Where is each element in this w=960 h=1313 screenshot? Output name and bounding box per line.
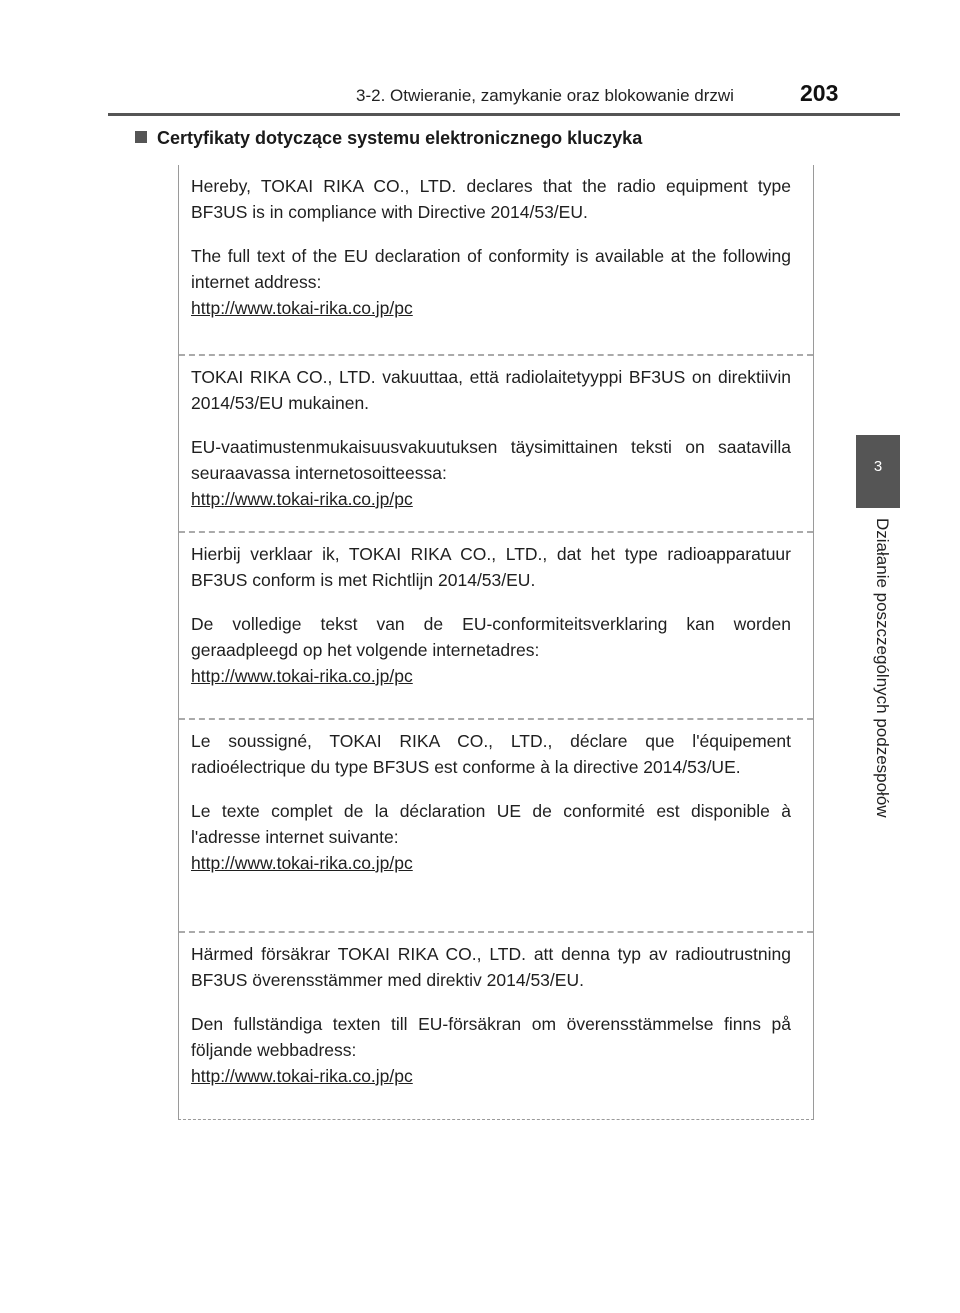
section-title: 3-2. Otwieranie, zamykanie oraz blokowanie drzwi — [356, 86, 734, 105]
certificate-url-link[interactable]: http://www.tokai-rika.co.jp/pc — [191, 1066, 413, 1086]
full-text-note: EU-vaatimustenmukaisuusvakuutuksen täysimittainen teksti on saatavilla seuraavassa internetosoitteessa: — [191, 437, 791, 483]
full-text-note: Den fullständiga texten till EU-försäkran om överensstämmelse finns på följande webbadress: — [191, 1014, 791, 1060]
certificate-url-link[interactable]: http://www.tokai-rika.co.jp/pc — [191, 298, 413, 318]
certificate-nl — [179, 533, 813, 689]
full-text-note: The full text of the EU declaration of conformity is available at the following internet address: — [191, 246, 791, 292]
certificate-sv — [179, 933, 813, 1089]
declaration-text: Le soussigné, TOKAI RIKA CO., LTD., déclare que l'équipement radioélectrique du type BF3US est conforme à la directive 2014/53/UE. — [191, 731, 791, 777]
subheading-text: Certyfikaty dotyczące systemu elektronicznego kluczyka — [157, 128, 643, 148]
certificate-fi — [179, 356, 813, 512]
certificates-box — [178, 165, 814, 1120]
declaration-text: Hereby, TOKAI RIKA CO., LTD. declares that the radio equipment type BF3US is in compliance with Directive 2014/53/EU. — [191, 176, 791, 222]
full-text-note: De volledige tekst van de EU-conformiteitsverklaring kan worden geraadpleegd op het volgende internetadres: — [191, 614, 791, 660]
full-text-note: Le texte complet de la déclaration UE de conformité est disponible à l'adresse internet suivante: — [191, 801, 791, 847]
page-number: 203 — [800, 80, 839, 106]
chapter-number: 3 — [873, 458, 883, 475]
chapter-title: Działanie poszczególnych podzespołów — [873, 518, 892, 818]
chapter-tab — [856, 435, 900, 508]
declaration-text: TOKAI RIKA CO., LTD. vakuuttaa, että radiolaitetyyppi BF3US on direktiivin 2014/53/EU mukainen. — [191, 367, 791, 413]
certificate-url-link[interactable]: http://www.tokai-rika.co.jp/pc — [191, 666, 413, 686]
declaration-text: Härmed försäkrar TOKAI RIKA CO., LTD. att denna typ av radioutrustning BF3US överensstämmer med direktiv 2014/53/EU. — [191, 944, 791, 990]
header-rule — [108, 113, 900, 116]
certificate-fr — [179, 720, 813, 876]
square-bullet-icon — [135, 131, 147, 143]
declaration-text: Hierbij verklaar ik, TOKAI RIKA CO., LTD., dat het type radioapparatuur BF3US conform is met Richtlijn 2014/53/EU. — [191, 544, 791, 590]
certificate-url-link[interactable]: http://www.tokai-rika.co.jp/pc — [191, 853, 413, 873]
subheading — [135, 128, 642, 149]
certificate-en — [179, 165, 813, 321]
certificate-url-link[interactable]: http://www.tokai-rika.co.jp/pc — [191, 489, 413, 509]
